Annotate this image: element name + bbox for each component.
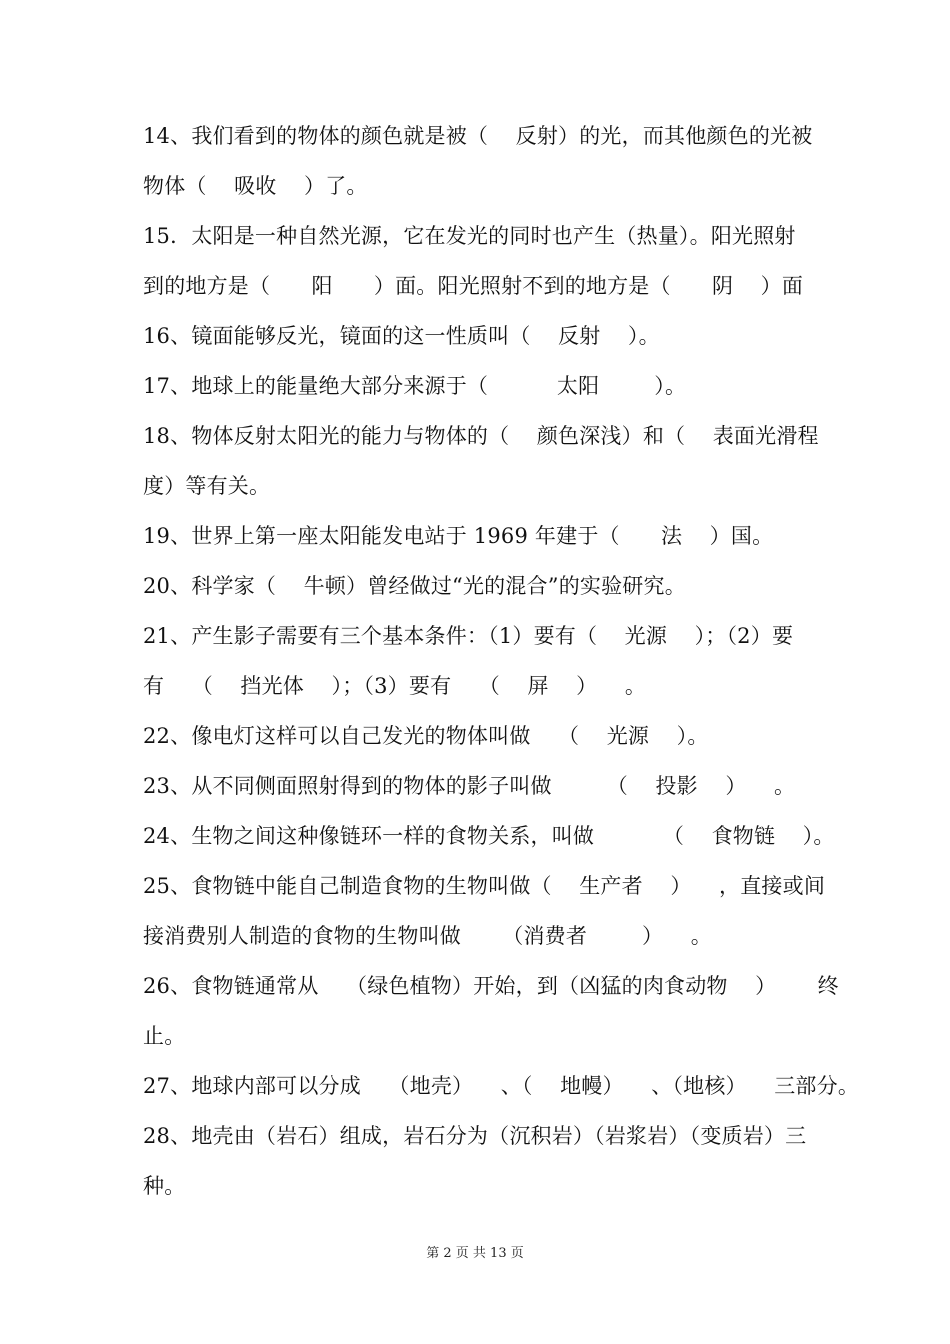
text-line-q18-part1: 18、物体反射太阳光的能力与物体的（ 颜色深浅）和（ 表面光滑程 (143, 424, 819, 448)
text-line-q27: 27、地球内部可以分成 （地壳） 、（ 地幔） 、（地核） 三部分。 (143, 1074, 860, 1098)
text-line-q17: 17、地球上的能量绝大部分来源于（ 太阳 ）。 (143, 374, 687, 398)
text-line-q15-part1: 15．太阳是一种自然光源，它在发光的同时也产生（热量）。阳光照射 (143, 224, 796, 248)
text-line-q19: 19、世界上第一座太阳能发电站于 1969 年建于（ 法 ）国。 (143, 524, 774, 548)
text-line-q16: 16、镜面能够反光，镜面的这一性质叫（ 反射 ）。 (143, 324, 660, 348)
text-line-q23: 23、从不同侧面照射得到的物体的影子叫做 （ 投影 ） 。 (143, 774, 796, 798)
text-line-q28-part2: 种。 (143, 1174, 186, 1198)
question-list (143, 111, 860, 1211)
text-line-q25-part2: 接消费别人制造的食物的生物叫做 （消费者 ） 。 (143, 924, 712, 948)
text-line-q22: 22、像电灯这样可以自己发光的物体叫做 （ 光源 ）。 (143, 724, 709, 748)
page-footer: 第 2 页 共 13 页 (426, 1246, 524, 1261)
text-line-q15-part2: 到的地方是（ 阳 ）面。阳光照射不到的地方是（ 阴 ）面 (143, 274, 804, 298)
text-line-q14-part1: 14、我们看到的物体的颜色就是被（ 反射）的光，而其他颜色的光被 (143, 124, 813, 148)
text-line-q18-part2: 度）等有关。 (143, 474, 271, 498)
text-line-q14-part2: 物体（ 吸收 ）了。 (143, 174, 368, 198)
text-line-q25-part1: 25、食物链中能自己制造食物的生物叫做（ 生产者 ） ，直接或间 (143, 874, 826, 898)
text-line-q21-part1: 21、产生影子需要有三个基本条件：（1）要有（ 光源 ）；（2）要 (143, 624, 794, 648)
text-line-q20: 20、科学家（ 牛顿）曾经做过“光的混合”的实验研究。 (143, 574, 686, 598)
text-line-q26-part1: 26、食物链通常从 （绿色植物）开始，到（凶猛的肉食动物 ） 终 (143, 974, 839, 998)
text-line-q21-part2: 有 （ 挡光体 ）；（3）要有 （ 屏 ） 。 (143, 674, 647, 698)
text-line-q24: 24、生物之间这种像链环一样的食物关系，叫做 （ 食物链 ）。 (143, 824, 835, 848)
text-line-q26-part2: 止。 (143, 1024, 186, 1048)
text-line-q28-part1: 28、地壳由（岩石）组成，岩石分为（沉积岩）（岩浆岩）（变质岩）三 (143, 1124, 807, 1148)
